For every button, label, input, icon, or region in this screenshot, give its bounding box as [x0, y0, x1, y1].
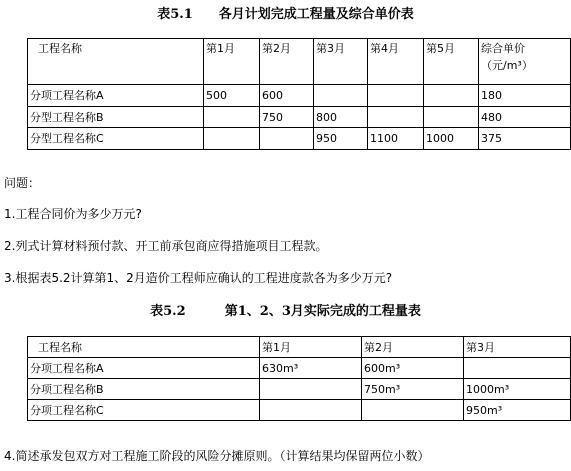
table-cell: 分项工程名称C: [28, 400, 260, 421]
table-cell: [260, 128, 314, 150]
header-month-3: 第3月: [464, 337, 571, 358]
table-cell: 分型工程名称C: [28, 128, 204, 150]
table-cell: 分项工程名称A: [28, 358, 260, 379]
table-cell: 800: [314, 107, 368, 128]
table-cell: 750: [260, 107, 314, 128]
table-cell: 1000: [424, 128, 479, 150]
table1-planned-quantities: [27, 38, 571, 150]
table-cell: 750m³: [362, 379, 464, 400]
table-cell: 600: [260, 85, 314, 107]
table-cell: [204, 128, 260, 150]
unit-price-label: 综合单价: [481, 42, 525, 55]
table-cell: 600m³: [362, 358, 464, 379]
table-cell: 分项工程名称B: [28, 379, 260, 400]
table-row: [28, 358, 571, 379]
table2-title: 表5.2 第1、2、3月实际完成的工程量表: [150, 304, 421, 319]
header-month-1: 第1月: [204, 39, 260, 85]
table-row: [28, 400, 571, 421]
table-cell: [362, 400, 464, 421]
unit-price-unit: （元/m³）: [481, 59, 533, 72]
table2-header-row: [28, 337, 571, 358]
table-cell: 950: [314, 128, 368, 150]
question-2: 2.列式计算材料预付款、开工前承包商应得措施项目工程款。: [4, 239, 328, 253]
table-cell: 950m³: [464, 400, 571, 421]
header-month-5: 第5月: [424, 39, 479, 85]
header-project-name: 工程名称: [28, 39, 204, 85]
question-3: 3.根据表5.2计算第1、2月造价工程师应确认的工程进度款各为多少万元?: [4, 271, 393, 285]
header-month-1: 第1月: [260, 337, 362, 358]
table-cell: [260, 379, 362, 400]
header-month-3: 第3月: [314, 39, 368, 85]
header-month-4: 第4月: [368, 39, 424, 85]
question-4: 4.简述承发包双方对工程施工阶段的风险分摊原则。（计算结果均保留两位小数）: [4, 449, 430, 463]
table-cell: [260, 400, 362, 421]
table-cell: 375: [479, 128, 571, 150]
table-cell: 1100: [368, 128, 424, 150]
table-cell: [464, 358, 571, 379]
table-cell: [424, 107, 479, 128]
table-cell: [314, 85, 368, 107]
table-cell: 500: [204, 85, 260, 107]
questions-heading: 问题：: [4, 176, 41, 190]
table-row: [28, 379, 571, 400]
table-cell: [368, 85, 424, 107]
table-cell: [204, 107, 260, 128]
table-row: [28, 85, 571, 107]
question-1: 1.工程合同价为多少万元?: [4, 207, 142, 221]
header-unit-price: [479, 39, 571, 85]
header-month-2: 第2月: [260, 39, 314, 85]
table2-actual-quantities: [27, 336, 571, 421]
table-cell: 480: [479, 107, 571, 128]
table-cell: [424, 85, 479, 107]
header-month-2: 第2月: [362, 337, 464, 358]
table-row: [28, 107, 571, 128]
table-cell: 分型工程名称B: [28, 107, 204, 128]
table-row: [28, 128, 571, 150]
table-cell: 180: [479, 85, 571, 107]
table1-header-row: [28, 39, 571, 85]
table-cell: 1000m³: [464, 379, 571, 400]
table-cell: 630m³: [260, 358, 362, 379]
table1-title: 表5.1 各月计划完成工程量及综合单价表: [157, 7, 414, 22]
header-project-name: 工程名称: [28, 337, 260, 358]
table-cell: [368, 107, 424, 128]
table-cell: 分项工程名称A: [28, 85, 204, 107]
